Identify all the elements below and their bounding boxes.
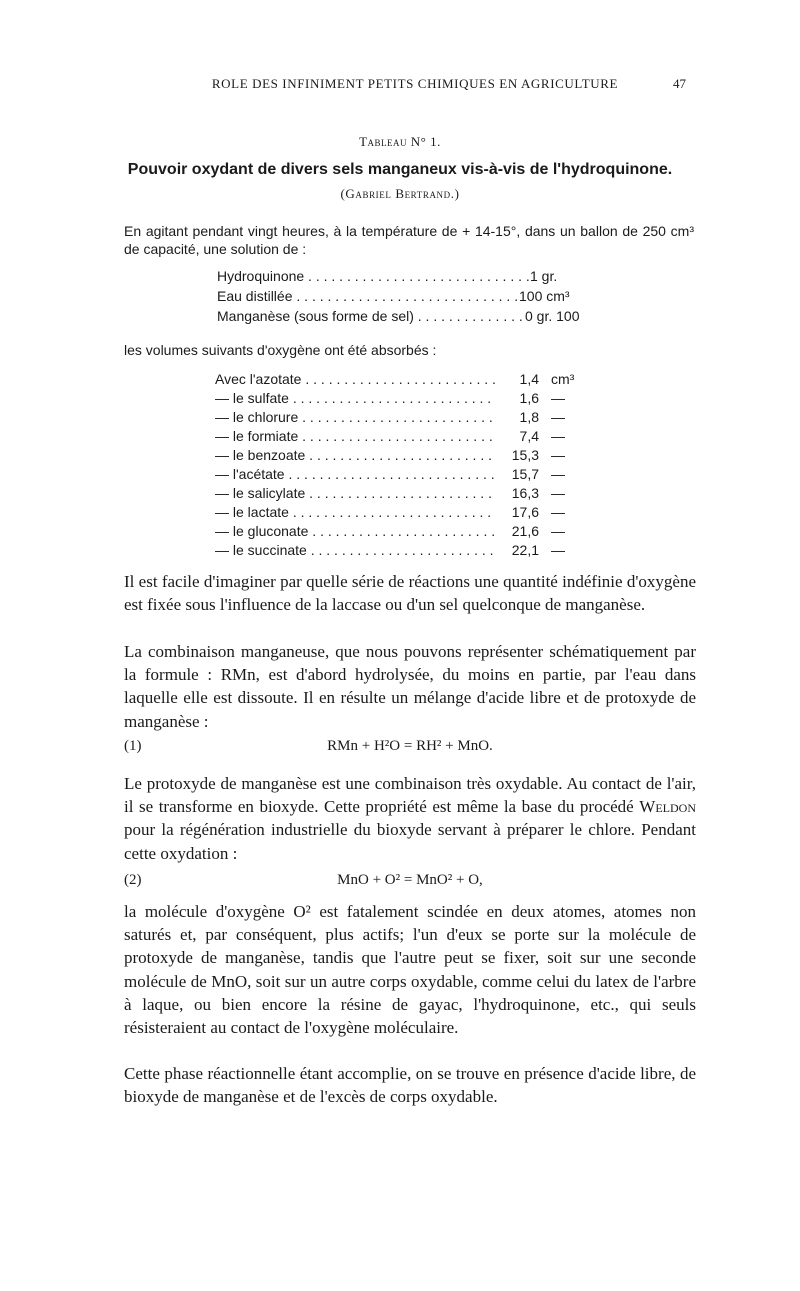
- table-row: [215, 447, 595, 465]
- equation-expression: MnO + O² = MnO² + O,: [337, 872, 483, 888]
- oxygen-volume: 1,8: [495, 409, 539, 425]
- paragraph-3: [124, 772, 696, 865]
- paragraph-text: la molécule d'oxygène O² est fatalement scindée en deux atomes, atomes non saturés et, par conséquent, plus actifs; l'un d'eux se porte sur la molécule de protoxyde de manganèse, tandis que l'autre peut se fixer, soit sur une seconde molécule de MnO, soit sur un autre corps oxydable, comme celui du latex de l'arbre à laque, ou bien encore la résine de gayac, l'hydroquinone, etc., qui seuls résisteraient au contact de l'oxygène moléculaire.: [124, 902, 696, 1038]
- unit: —: [551, 523, 565, 539]
- paragraph-2: [124, 640, 696, 733]
- unit: —: [551, 542, 565, 558]
- salt-label: Avec l'azotate . . .: [215, 371, 500, 387]
- oxygen-volume: 15,7: [495, 466, 539, 482]
- paragraph-text: [124, 772, 696, 865]
- composition-value: 1 gr.: [530, 268, 558, 284]
- salt-label: — le gluconate . . .: [215, 523, 500, 539]
- paragraph-text: Il est facile d'imaginer par quelle série de réactions une quantité indéfinie d'oxygène est fixée sous l'influence de la laccase ou d'un sel quelconque de manganèse.: [124, 572, 696, 615]
- composition-label: Manganèse (sous forme de sel) . . .: [217, 308, 537, 324]
- paragraph-text-end: pour la régénération industrielle du bioxyde servant à préparer le chlore. Pendant cette oxydation :: [124, 820, 696, 863]
- unit: —: [551, 447, 565, 463]
- equation-number: (1): [124, 738, 142, 754]
- composition-label: Eau distillée . . .: [217, 288, 537, 304]
- salt-label: — l'acétate . . .: [215, 466, 500, 482]
- table-row: [215, 390, 595, 408]
- table-row: [215, 371, 595, 389]
- salt-label: — le benzoate . . .: [215, 447, 500, 463]
- paragraph-text: Cette phase réactionnelle étant accomplie, on se trouve en présence d'acide libre, de bioxyde de manganèse et de l'excès de corps oxydable.: [124, 1064, 696, 1107]
- table-row: [215, 504, 595, 522]
- table-row: [215, 428, 595, 446]
- unit: —: [551, 466, 565, 482]
- page-number: 47: [673, 76, 686, 91]
- running-title: ROLE DES INFINIMENT PETITS CHIMIQUES EN AGRICULTURE: [211, 76, 619, 91]
- unit: —: [551, 409, 565, 425]
- unit: —: [551, 390, 565, 406]
- composition-label: Hydroquinone . . .: [217, 268, 537, 284]
- paragraph-1: [124, 570, 696, 616]
- composition-value: 100 cm³: [519, 288, 570, 304]
- oxygen-volume: 7,4: [495, 428, 539, 444]
- salt-label: — le sulfate . . .: [215, 390, 500, 406]
- salt-label: — le formiate . . .: [215, 428, 500, 444]
- unit: —: [551, 485, 565, 501]
- table-row: [215, 485, 595, 503]
- oxygen-volume: 1,4: [495, 371, 539, 387]
- table-row: [215, 466, 595, 484]
- table-intro: En agitant pendant vingt heures, à la température de + 14-15°, dans un ballon de 250 cm³ de capacité, une solution de :: [124, 223, 694, 257]
- oxygen-volume: 17,6: [495, 504, 539, 520]
- oxygen-volume: 15,3: [495, 447, 539, 463]
- paragraph-text: La combinaison manganeuse, que nous pouvons représenter schématiquement par la formule : RMn, est d'abord hydrolysée, du moins en partie, par l'eau dans laquelle elle est dissoute. Il en résulte un mélange d'acide libre et de protoxyde de manganèse :: [124, 642, 696, 731]
- paragraph-5: [124, 1062, 696, 1108]
- paragraph-text-start: Le protoxyde de manganèse est une combinaison très oxydable. Au contact de l'air, il se transforme en bioxyde. Cette propriété est même la base du procédé: [124, 774, 696, 817]
- unit: —: [551, 504, 565, 520]
- unit: cm³: [551, 371, 575, 387]
- salt-label: — le salicylate . . .: [215, 485, 500, 501]
- equation-1: [124, 738, 696, 758]
- oxygen-volume: 1,6: [495, 390, 539, 406]
- paragraph-4: [124, 900, 696, 1039]
- oxygen-volume: 22,1: [495, 542, 539, 558]
- table-title: Pouvoir oxydant de divers sels manganeux vis-à-vis de l'hydroquinone.: [127, 161, 673, 178]
- table-row: [215, 523, 595, 541]
- absorbed-intro: les volumes suivants d'oxygène ont été absorbés :: [124, 342, 437, 358]
- unit: —: [551, 428, 565, 444]
- table-row: [215, 409, 595, 427]
- weldon-name: Weldon: [639, 797, 696, 817]
- equation-number: (2): [124, 872, 142, 888]
- salt-label: — le succinate . . .: [215, 542, 500, 558]
- composition-value: 0 gr. 100: [525, 308, 580, 324]
- oxygen-volume: 21,6: [495, 523, 539, 539]
- equation-2: [124, 872, 696, 892]
- equation-expression: RMn + H²O = RH² + MnO.: [327, 738, 493, 754]
- table-row: [215, 542, 595, 560]
- oxygen-volume: 16,3: [495, 485, 539, 501]
- table-author: (Gabriel Bertrand.): [340, 186, 460, 201]
- salt-label: — le chlorure . . .: [215, 409, 500, 425]
- salt-label: — le lactate . . .: [215, 504, 500, 520]
- table-label: Tableau N° 1.: [359, 134, 441, 149]
